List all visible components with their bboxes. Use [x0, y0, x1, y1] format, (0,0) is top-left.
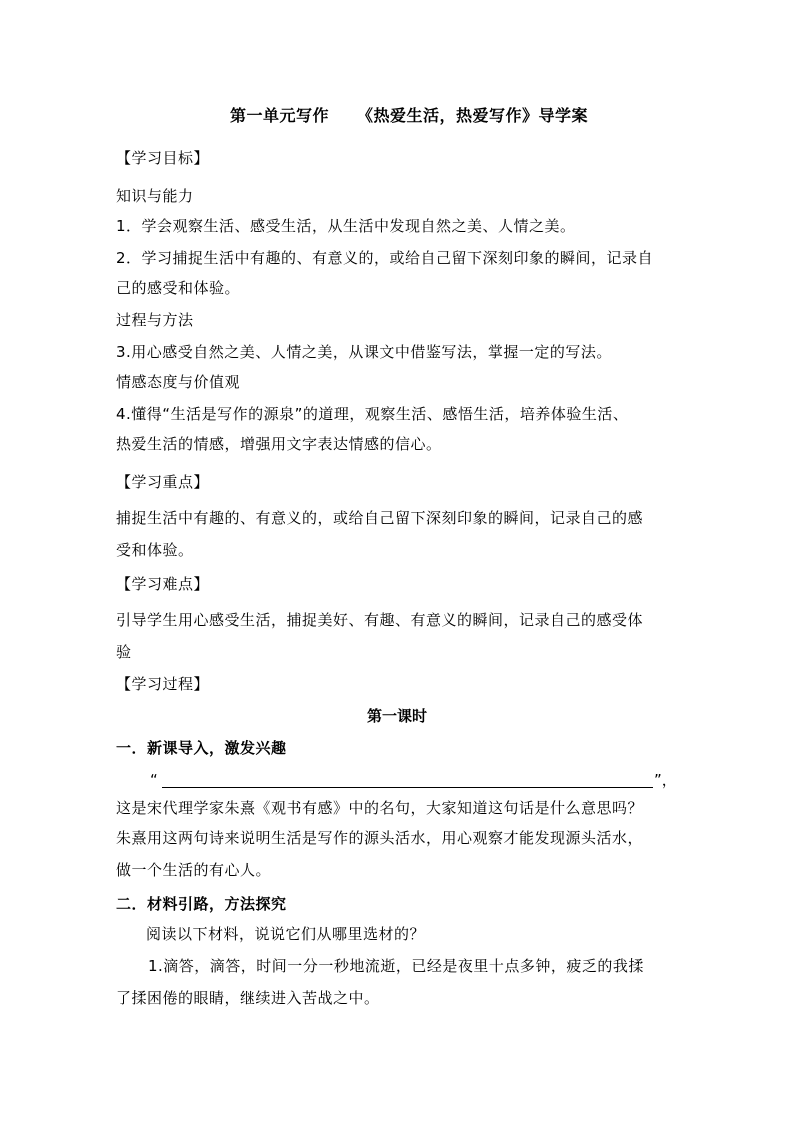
- emotion-heading: 情感态度与价值观: [116, 373, 241, 391]
- section-1-heading: 一．新课导入，激发兴趣: [116, 739, 287, 757]
- section-1-line-1: 这是宋代理学家朱熹《观书有感》中的名句，大家知道这句话是什么意思吗？: [116, 799, 644, 817]
- difficulties-line-1: 引导学生用心感受生活，捕捉美好、有趣、有意义的瞬间，记录自己的感受体: [116, 611, 644, 629]
- objective-item-3: 3.用心感受自然之美、人情之美，从课文中借鉴写法，掌握一定的写法。: [116, 343, 612, 361]
- objective-item-2-line-1: 2．学习捕捉生活中有趣的、有意义的，或给自己留下深刻印象的瞬间，记录自: [116, 249, 654, 267]
- quote-blank-row: [150, 770, 677, 792]
- knowledge-heading: 知识与能力: [116, 187, 194, 205]
- material-1-line-1: 1.滴答，滴答，时间一分一秒地流逝，已经是夜里十点多钟，疲乏的我揉: [148, 957, 644, 975]
- difficulties-line-2: 验: [116, 643, 132, 661]
- lesson-heading: 第一课时: [366, 707, 427, 725]
- document-title: [230, 106, 588, 126]
- key-points-line-1: 捕捉生活中有趣的、有意义的，或给自己留下深刻印象的瞬间，记录自己的感: [116, 509, 644, 527]
- title-topic: 《热爱生活，热爱写作》导学案: [357, 106, 589, 125]
- difficulties-heading: 【学习难点】: [116, 575, 210, 593]
- section-2-heading: 二．材料引路，方法探究: [116, 895, 287, 913]
- objectives-heading: 【学习目标】: [116, 149, 210, 167]
- quote-open-mark: “: [150, 771, 158, 789]
- material-1-line-2: 了揉困倦的眼睛，继续进入苦战之中。: [116, 989, 380, 1007]
- objective-item-2-line-2: 己的感受和体验。: [116, 279, 241, 297]
- section-1-line-3: 做一个生活的有心人。: [116, 861, 272, 879]
- title-unit: 第一单元写作: [230, 106, 330, 125]
- quote-blank-line: [162, 787, 653, 788]
- section-2-prompt: 阅读以下材料，说说它们从哪里选材的？: [146, 925, 426, 943]
- key-points-heading: 【学习重点】: [116, 473, 210, 491]
- key-points-line-2: 受和体验。: [116, 541, 194, 559]
- section-1-line-2: 朱熹用这两句诗来说明生活是写作的源头活水，用心观察才能发现源头活水，: [116, 829, 644, 847]
- objective-item-1: 1．学会观察生活、感受生活，从生活中发现自然之美、人情之美。: [116, 217, 576, 235]
- objective-item-4-line-2: 热爱生活的情感，增强用文字表达情感的信心。: [116, 435, 442, 453]
- process-heading: 【学习过程】: [116, 675, 210, 693]
- process-method-heading: 过程与方法: [116, 311, 194, 329]
- objective-item-4-line-1: 4.懂得“生活是写作的源泉”的道理，观察生活、感悟生活，培养体验生活、: [116, 405, 629, 423]
- quote-close-mark: ”，: [654, 771, 677, 789]
